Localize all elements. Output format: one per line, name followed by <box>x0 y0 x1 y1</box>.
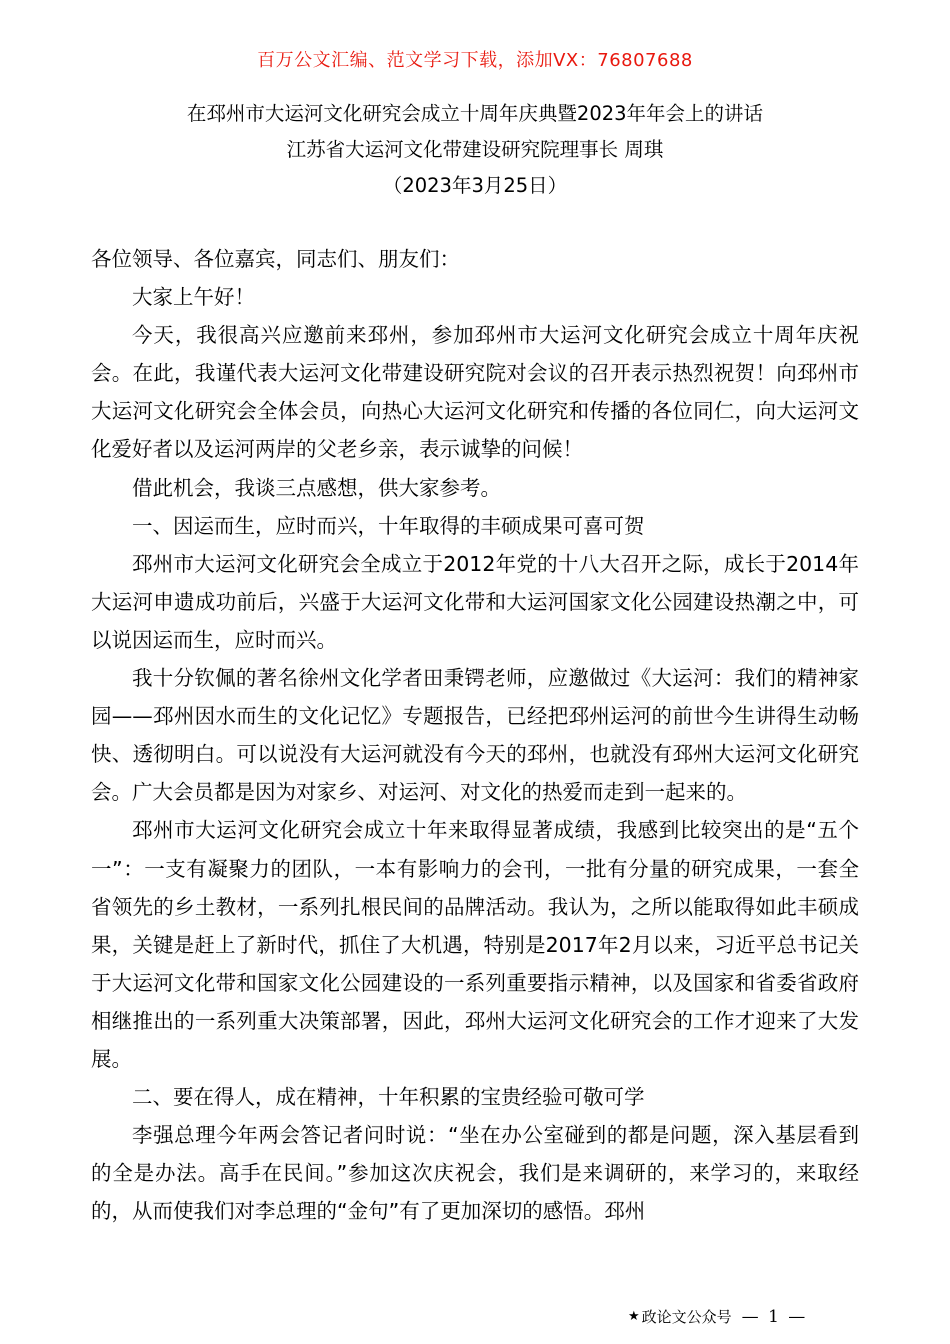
speech-date: （2023年3月25日） <box>382 174 568 197</box>
paragraph: 邳州市大运河文化研究会成立十年来取得显著成绩，我感到比较突出的是“五个一”：一支有凝聚力的团队，一本有影响力的会刊，一批有分量的研究成果，一套全省领先的乡土教材，一系列扎根民间的品牌活动。我认为，之所以能取得如此丰硕成果，关键是赶上了新时代，抓住了大机遇，特别是2017年2月以来，习近平总书记关于大运河文化带和国家文化公园建设的一系列重要指示精神，以及国家和省委省政府相继推出的一系列重大决策部署，因此，邳州大运河文化研究会的工作才迎来了大发展。 <box>91 818 859 1071</box>
paragraph: 借此机会，我谈三点感想，供大家参考。 <box>132 475 501 500</box>
paragraph: 李强总理今年两会答记者问时说：“坐在办公室碰到的都是问题，深入基层看到的全是办法。高手在民间。”参加这次庆祝会，我们是来调研的，来学习的，来取经的，从而使我们对李总理的“金句”有了更加深切的感悟。邳州 <box>91 1123 859 1224</box>
footer-account: 政论文公众号 <box>641 1308 732 1326</box>
salutation: 各位领导、各位嘉宾，同志们、朋友们： <box>91 247 460 271</box>
section-heading: 二、要在得人，成在精神，十年积累的宝贵经验可敬可学 <box>132 1085 645 1110</box>
document-header <box>0 96 950 204</box>
speech-body <box>91 240 859 1230</box>
document-title: 在邳州市大运河文化研究会成立十周年庆典暨2023年年会上的讲话 <box>186 102 764 125</box>
page-footer <box>628 1306 807 1327</box>
paragraph: 今天，我很高兴应邀前来邳州，参加邳州市大运河文化研究会成立十周年庆祝会。在此，我谨代表大运河文化带建设研究院对会议的召开表示热烈祝贺！向邳州市大运河文化研究会全体会员，向热心大运河文化研究和传播的各位同仁，向大运河文化爱好者以及运河两岸的父老乡亲，表示诚挚的问候！ <box>91 323 859 462</box>
speaker-line: 江苏省大运河文化带建设研究院理事长 周琪 <box>286 138 664 161</box>
page-number: — 1 — <box>741 1306 808 1327</box>
section-heading: 一、因运而生，应时而兴，十年取得的丰硕成果可喜可贺 <box>132 513 645 538</box>
paragraph: 大家上午好！ <box>132 285 255 310</box>
star-icon: ★ <box>628 1309 640 1324</box>
promo-banner: 百万公文汇编、范文学习下载，添加VX：76807688 <box>257 50 693 71</box>
paragraph: 我十分钦佩的著名徐州文化学者田秉锷老师，应邀做过《大运河：我们的精神家园——邳州因水而生的文化记忆》专题报告，已经把邳州运河的前世今生讲得生动畅快、透彻明白。可以说没有大运河就没有今天的邳州，也就没有邳州大运河文化研究会。广大会员都是因为对家乡、对运河、对文化的热爱而走到一起来的。 <box>91 666 859 805</box>
paragraph: 邳州市大运河文化研究会全成立于2012年党的十八大召开之际，成长于2014年大运河申遗成功前后，兴盛于大运河文化带和大运河国家文化公园建设热潮之中，可以说因运而生，应时而兴。 <box>91 551 859 652</box>
